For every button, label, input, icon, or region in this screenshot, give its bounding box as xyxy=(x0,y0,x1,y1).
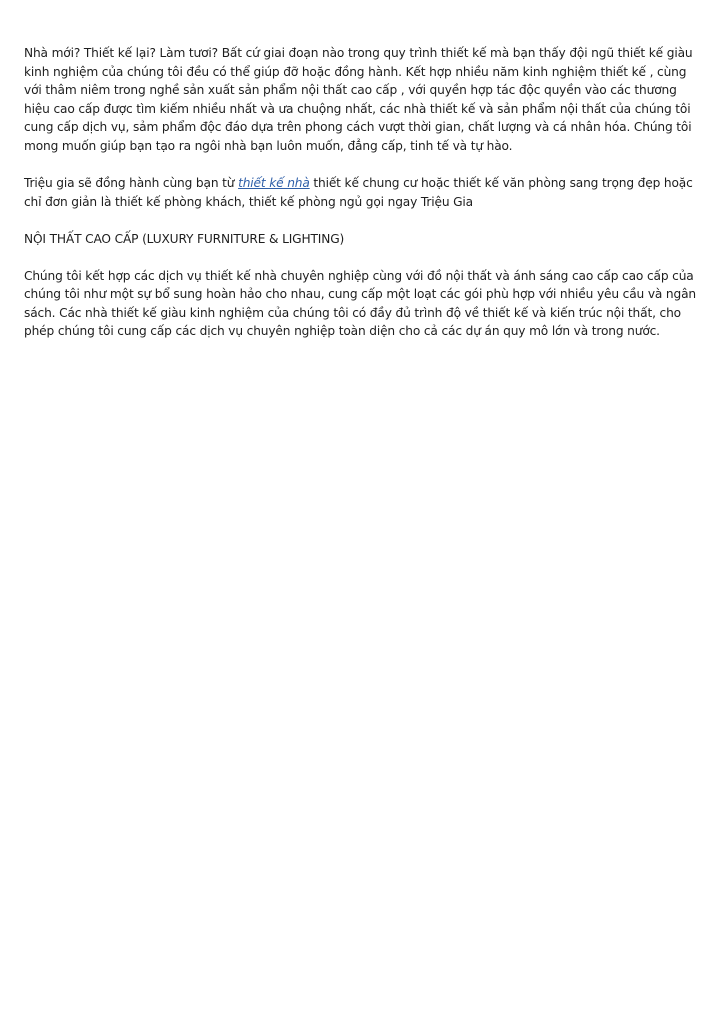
service-paragraph xyxy=(24,174,696,211)
furniture-paragraph: Chúng tôi kết hợp các dịch vụ thiết kế nhà chuyên nghiệp cùng với đồ nội thất và ánh sáng cao cấp cao cấp của chúng tôi như một sự bổ sung hoàn hảo cho nhau, cung cấp một loạt các gói phù hợp với nhiều yêu cầu và ngân sách. Các nhà thiết kế giàu kinh nghiệm của chúng tôi có đầy đủ trình độ về thiết kế và kiến trúc nội thất, cho phép chúng tôi cung cấp các dịch vụ chuyên nghiệp toàn diện cho cả các dự án quy mô lớn và trong nước. xyxy=(24,268,696,339)
document-body xyxy=(24,44,696,359)
home-design-link[interactable]: thiết kế nhà xyxy=(238,175,310,190)
service-paragraph-lead: Triệu gia sẽ đồng hành cùng bạn từ xyxy=(24,175,239,190)
service-paragraph-tail: thiết kế chung cư hoặc thiết kế văn phòng sang trọng đẹp hoặc chỉ đơn giản là thiết kế phòng khách, thiết kế phòng ngủ gọi ngay Triệu Gia xyxy=(24,175,693,209)
intro-paragraph: Nhà mới? Thiết kế lại? Làm tươi? Bất cứ giai đoạn nào trong quy trình thiết kế mà bạn thấy đội ngũ thiết kế giàu kinh nghiệm của chúng tôi đều có thể giúp đỡ hoặc đồng hành. Kết hợp nhiều năm kinh nghiệm thiết kế , cùng với thâm niêm trong nghề sản xuất sản phẩm nội thất cao cấp , với quyền hợp tác độc quyền vào các thương hiệu cao cấp được tìm kiếm nhiều nhất và ưa chuộng nhất, các nhà thiết kế và sản phẩm nội thất của chúng tôi cung cấp dịch vụ, sảm phẩm độc đáo dựa trên phong cách vượt thời gian, chất lượng và cá nhân hóa. Chúng tôi mong muốn giúp bạn tạo ra ngôi nhà bạn luôn muốn, đẳng cấp, tinh tế và tự hào. xyxy=(24,46,693,153)
section-heading: NỘI THẤT CAO CẤP (LUXURY FURNITURE & LIGHTING) xyxy=(24,231,345,246)
